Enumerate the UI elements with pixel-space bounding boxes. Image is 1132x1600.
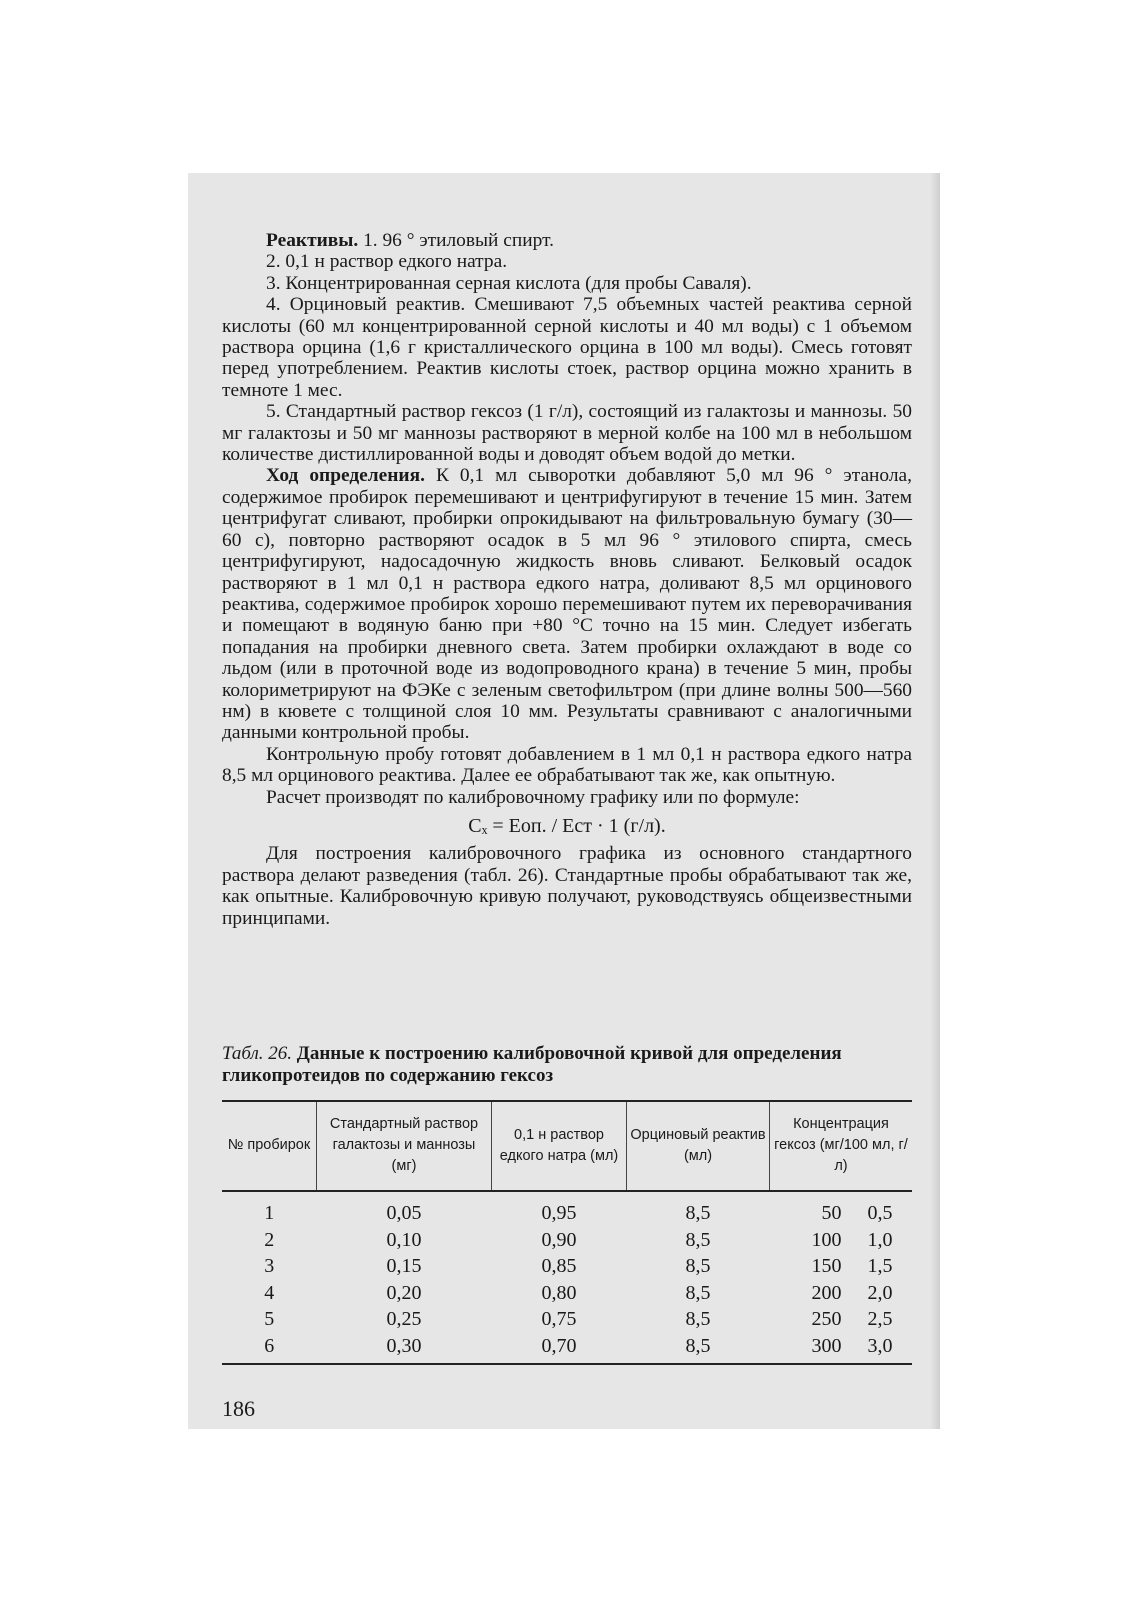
column-header: Орциновый реактив (мл) bbox=[627, 1101, 770, 1191]
table-cell: 300 bbox=[811, 1334, 842, 1357]
table-row bbox=[222, 1227, 912, 1254]
table-cell: 0,05 bbox=[386, 1202, 422, 1224]
table-cell: 0,10 bbox=[386, 1228, 422, 1251]
table-cell: 2,0 bbox=[867, 1281, 893, 1304]
paragraph: Контрольную пробу готовят добавлением в 1 мл 0,1 н раствора едкого натра 8,5 мл орцинового реактива. Далее ее обрабатывают так же, как опытную. bbox=[222, 743, 912, 787]
column-header: № пробирок bbox=[227, 1137, 311, 1153]
table-caption: Табл. 26. Данные к построению калибровочной кривой для определения гликопротеидов по содержанию гексоз bbox=[222, 1043, 842, 1086]
table-cell: 5 bbox=[264, 1308, 275, 1330]
table-cell: 250 bbox=[811, 1308, 842, 1330]
table-row bbox=[222, 1253, 912, 1280]
table-cell: 8,5 bbox=[685, 1202, 711, 1224]
table-cell: 50 bbox=[821, 1202, 842, 1224]
table-cell: 8,5 bbox=[685, 1334, 711, 1357]
column-header: Концентрация гексоз (мг/100 мл, г/л) bbox=[770, 1101, 913, 1191]
paragraph: 5. Стандартный раствор гексоз (1 г/л), состоящий из галактозы и маннозы. 50 мг галактозы и 50 мг маннозы растворяют в мерной колбе на 100 мл в небольшом количестве дистиллированной воды и доводят объем водой до метки. bbox=[222, 401, 912, 466]
table-cell: 3 bbox=[264, 1255, 275, 1277]
table-cell: 0,5 bbox=[867, 1202, 893, 1224]
table-cell: 0,15 bbox=[386, 1255, 422, 1277]
table-cell: 8,5 bbox=[685, 1281, 711, 1304]
paragraph: Ход определения. К 0,1 мл сыворотки добавляют 5,0 мл 96 ° этанола, содержимое пробирок перемешивают и центрифугируют в течение 15 мин. Затем центрифугат сливают, пробирки опрокидывают на фильтровальную бумагу (30—60 с), повторно растворяют осадок в 5 мл 96 ° этилового спирта, смесь центрифугируют, надосадочную жидкость вновь сливают. Белковый осадок растворяют в 1 мл 0,1 н раствора едкого натра, доливают 8,5 мл орцинового реактива, содержимое пробирок хорошо перемешивают путем их переворачивания и помещают в водяную баню при +80 °С точно на 15 мин. Следует избегать попадания на пробирки дневного света. Затем пробирки охлаждают в воде со льдом (или в проточной воде из водопроводного крана) в течение 5 мин, пробы колориметрируют на ФЭКе с зеленым светофильтром (при длине волны 500—560 нм) в кювете с толщиной слоя 10 мм. Результаты сравнивают с аналогичными данными контрольной пробы. bbox=[222, 465, 912, 744]
paragraph: Расчет производят по калибровочному графику или по формуле: bbox=[266, 786, 800, 808]
table-cell: 150 bbox=[811, 1255, 842, 1277]
paragraph: 4. Орциновый реактив. Смешивают 7,5 объемных частей реактива серной кислоты (60 мл концентрированной серной кислоты и 40 мл воды) с 1 объемом раствора орцина (1,6 г кристаллического орцина в 100 мл воды). Смесь готовят перед употреблением. Реактив кислоты стоек, раствор орцина можно хранить в темноте 1 мес. bbox=[222, 294, 912, 401]
table-cell: 200 bbox=[811, 1281, 842, 1304]
formula: Cₓ = Eоп. / Eст · 1 (г/л). bbox=[468, 814, 666, 837]
table-cell: 1 bbox=[264, 1202, 275, 1224]
table-cell: 8,5 bbox=[685, 1255, 711, 1277]
table-cell: 6 bbox=[264, 1334, 275, 1357]
paragraph: 3. Концентрированная серная кислота (для пробы Саваля). bbox=[266, 272, 752, 294]
table-cell: 3,0 bbox=[867, 1334, 893, 1357]
table-cell: 4 bbox=[264, 1281, 275, 1304]
table-cell: 1,5 bbox=[867, 1255, 893, 1277]
table-cell: 2 bbox=[264, 1228, 275, 1251]
table-row bbox=[222, 1306, 912, 1333]
calibration-table bbox=[222, 1100, 912, 1365]
body-text bbox=[222, 230, 912, 929]
column-header: Стандартный раствор галактозы и маннозы (мг) bbox=[317, 1101, 492, 1191]
table-cell: 8,5 bbox=[685, 1308, 711, 1330]
table-cell: 0,85 bbox=[541, 1255, 577, 1277]
table-cell: 2,5 bbox=[867, 1308, 893, 1330]
table-row bbox=[222, 1280, 912, 1307]
table-cell: 8,5 bbox=[685, 1228, 711, 1251]
column-header: 0,1 н раствор едкого натра (мл) bbox=[492, 1101, 627, 1191]
table-header-row bbox=[222, 1101, 912, 1191]
table-cell: 0,75 bbox=[541, 1308, 577, 1330]
table-cell: 100 bbox=[811, 1228, 842, 1251]
table-cell: 0,30 bbox=[386, 1334, 422, 1357]
table-cell: 1,0 bbox=[867, 1228, 893, 1251]
paragraph: 2. 0,1 н раствор едкого натра. bbox=[266, 251, 508, 273]
table-row bbox=[222, 1191, 912, 1227]
table-cell: 0,80 bbox=[541, 1281, 577, 1304]
paragraph: Реактивы. 1. 96 ° этиловый спирт. bbox=[266, 230, 554, 251]
table-cell: 0,25 bbox=[386, 1308, 422, 1330]
table-cell: 0,20 bbox=[386, 1281, 422, 1304]
paragraph: Для построения калибровочного графика из основного стандартного раствора делают разведения (табл. 26). Стандартные пробы обрабатывают так же, как опытные. Калибровочную кривую получают, руководствуясь общеизвестными принципами. bbox=[222, 843, 912, 929]
page-number: 186 bbox=[222, 1396, 255, 1421]
table-cell: 0,70 bbox=[541, 1334, 577, 1357]
table-cell: 0,90 bbox=[541, 1228, 577, 1251]
table-row bbox=[222, 1333, 912, 1365]
table-cell: 0,95 bbox=[541, 1202, 577, 1224]
